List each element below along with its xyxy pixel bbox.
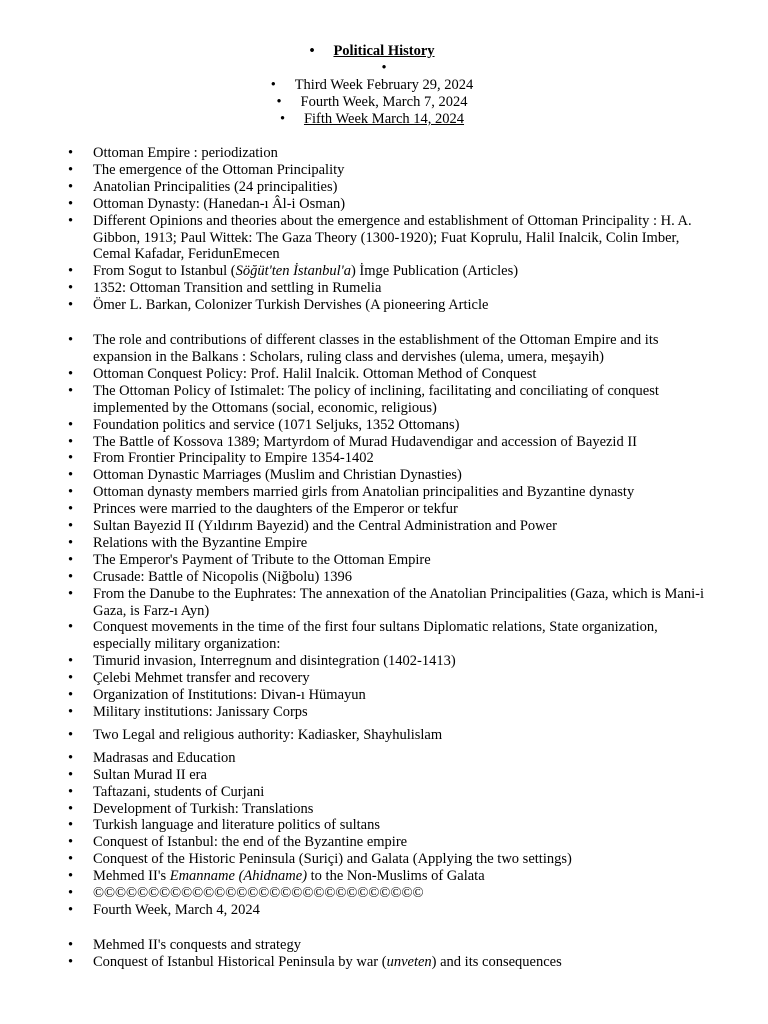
- week-fifth: • Fifth Week March 14, 2024: [304, 111, 464, 128]
- list-item: • Conquest of Istanbul: the end of the Byzantine empire: [93, 834, 713, 851]
- week-third: • Third Week February 29, 2024: [295, 77, 474, 94]
- list-item: • The Ottoman Policy of Istimalet: The policy of inclining, facilitating and conciliating of conquest implemented by the Ottomans (social, economic, religious): [93, 383, 713, 417]
- document-header: [0, 43, 768, 128]
- item-italic: Emanname (Ahidname): [169, 868, 308, 885]
- list-item: • Conquest of the Historic Peninsula (Suriçi) and Galata (Applying the two settings): [93, 851, 713, 868]
- list-item: • Ottoman dynasty members married girls from Anatolian principalities and Byzantine dynasty: [93, 484, 713, 501]
- empty-bullet: •: [381, 60, 387, 76]
- week-fourth: • Fourth Week, March 7, 2024: [301, 94, 468, 111]
- list-item: • The role and contributions of different classes in the establishment of the Ottoman Empire and its expansion in the Balkans : Scholars, ruling class and dervishes (ulema, umera, meşayih): [93, 332, 713, 366]
- item-text: ) and its consequences: [431, 953, 562, 970]
- document-title: • Political History: [333, 43, 434, 60]
- empty-bullet-line: [0, 60, 768, 77]
- list-item: • Organization of Institutions: Divan-ı Hümayun: [93, 687, 713, 704]
- list-item: • Ottoman Conquest Policy: Prof. Halil Inalcik. Ottoman Method of Conquest: [93, 366, 713, 383]
- item-text: From Sogut to Istanbul (: [93, 263, 236, 280]
- list-item: • The Battle of Kossova 1389; Martyrdom of Murad Hudavendigar and accession of Bayezid II: [93, 434, 713, 451]
- list-item: • Timurid invasion, Interregnum and disintegration (1402-1413): [93, 653, 713, 670]
- item-text: Conquest of Istanbul Historical Peninsula by war (: [93, 953, 387, 970]
- list-item: • Conquest movements in the time of the first four sultans Diplomatic relations, State organization, especially military organization:: [93, 619, 713, 653]
- list-item: • Two Legal and religious authority: Kadiasker, Shayhulislam: [93, 727, 713, 744]
- list-item: • Different Opinions and theories about the emergence and establishment of Ottoman Principality : H. A. Gibbon, 1913; Paul Wittek: The Gaza Theory (1300-1920); Fuat Koprulu, Halil Inalcik, Colin Imber, Cemal Kafadar, FeridunEmecen: [93, 213, 713, 264]
- list-item: • Sultan Murad II era: [93, 767, 713, 784]
- list-item: • From Frontier Principality to Empire 1354-1402: [93, 450, 713, 467]
- topic-list: [93, 145, 713, 971]
- list-item: • Mehmed II's conquests and strategy: [93, 937, 713, 954]
- item-text: ) İmge Publication (Articles): [350, 263, 519, 280]
- item-italic: Söğüt'ten İstanbul'a: [235, 263, 351, 280]
- list-item: [93, 868, 713, 885]
- list-item: • Ömer L. Barkan, Colonizer Turkish Dervishes (A pioneering Article: [93, 297, 713, 314]
- list-item: • Crusade: Battle of Nicopolis (Niğbolu) 1396: [93, 569, 713, 586]
- item-italic: unveten: [386, 953, 432, 970]
- title-line: [0, 43, 768, 60]
- list-item: • The Emperor's Payment of Tribute to the Ottoman Empire: [93, 552, 713, 569]
- list-item: • From the Danube to the Euphrates: The annexation of the Anatolian Principalities (Gaza, which is Mani-i Gaza, is Farz-ı Ayn): [93, 586, 713, 620]
- list-item: • Military institutions: Janissary Corps: [93, 704, 713, 721]
- list-item: • 1352: Ottoman Transition and settling in Rumelia: [93, 280, 713, 297]
- list-item: • The emergence of the Ottoman Principality: [93, 162, 713, 179]
- list-item: [93, 263, 713, 280]
- list-item: • Development of Turkish: Translations: [93, 801, 713, 818]
- week-line: [0, 111, 768, 128]
- list-item: • Fourth Week, March 4, 2024: [93, 902, 713, 919]
- list-item: • Taftazani, students of Curjani: [93, 784, 713, 801]
- list-item: • Ottoman Dynastic Marriages (Muslim and Christian Dynasties): [93, 467, 713, 484]
- list-item: • Foundation politics and service (1071 Seljuks, 1352 Ottomans): [93, 417, 713, 434]
- list-item: • Relations with the Byzantine Empire: [93, 535, 713, 552]
- week-line: [0, 77, 768, 94]
- list-item: • Anatolian Principalities (24 principalities): [93, 179, 713, 196]
- list-item: • Turkish language and literature politics of sultans: [93, 817, 713, 834]
- list-item: [93, 954, 713, 971]
- item-text: Mehmed II's: [93, 868, 170, 885]
- list-item: • Princes were married to the daughters of the Emperor or tekfur: [93, 501, 713, 518]
- list-item: • Sultan Bayezid II (Yıldırım Bayezid) and the Central Administration and Power: [93, 518, 713, 535]
- list-item: • Madrasas and Education: [93, 750, 713, 767]
- list-item: • Ottoman Dynasty: (Hanedan-ı Âl-i Osman): [93, 196, 713, 213]
- list-item: • Çelebi Mehmet transfer and recovery: [93, 670, 713, 687]
- list-item: • ©©©©©©©©©©©©©©©©©©©©©©©©©©©©©©: [93, 885, 713, 902]
- item-text: to the Non-Muslims of Galata: [307, 868, 485, 885]
- list-item: • Ottoman Empire : periodization: [93, 145, 713, 162]
- week-line: [0, 94, 768, 111]
